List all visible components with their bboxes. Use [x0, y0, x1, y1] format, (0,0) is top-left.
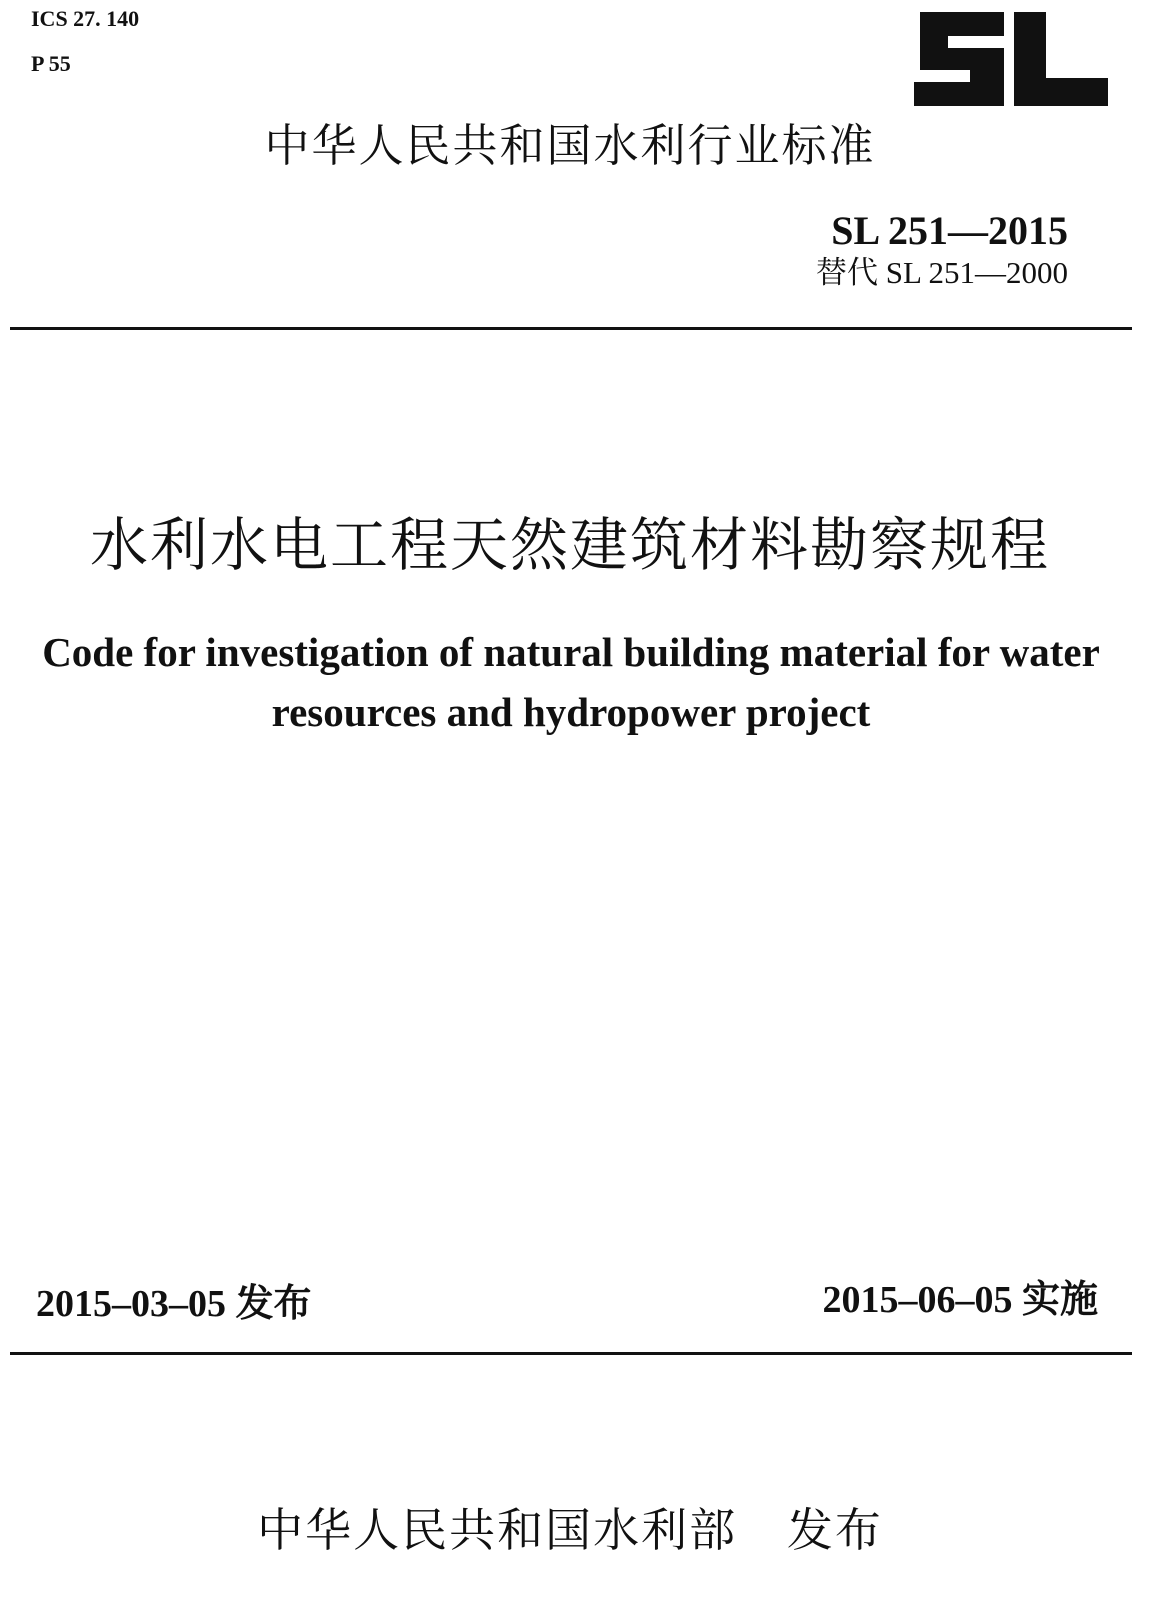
standard-number: SL 251—2015: [831, 208, 1068, 253]
sl-logo-s-glyph: [914, 12, 1004, 106]
top-divider: [10, 327, 1132, 330]
title-english-line-2: resources and hydropower project: [271, 689, 871, 735]
ccs-code: P 55: [31, 51, 71, 76]
title-english: [10, 622, 1132, 742]
bottom-divider: [10, 1352, 1132, 1355]
implementation-date: 2015–06–05 实施: [822, 1279, 1098, 1321]
sl-logo: [908, 4, 1114, 114]
sl-logo-l-glyph: [1014, 12, 1108, 106]
title-english-line-1: Code for investigation of natural building material for water: [42, 629, 1100, 675]
replaces-standard: 替代 SL 251—2000: [815, 255, 1068, 290]
issue-date: 2015–03–05 发布: [36, 1283, 312, 1325]
industry-standard-heading: 中华人民共和国水利行业标准: [264, 119, 876, 172]
ics-code: ICS 27. 140: [31, 6, 140, 31]
title-chinese: 水利水电工程天然建筑材料勘察规程: [89, 511, 1050, 579]
issuing-authority: 中华人民共和国水利部 发布: [257, 1503, 883, 1557]
